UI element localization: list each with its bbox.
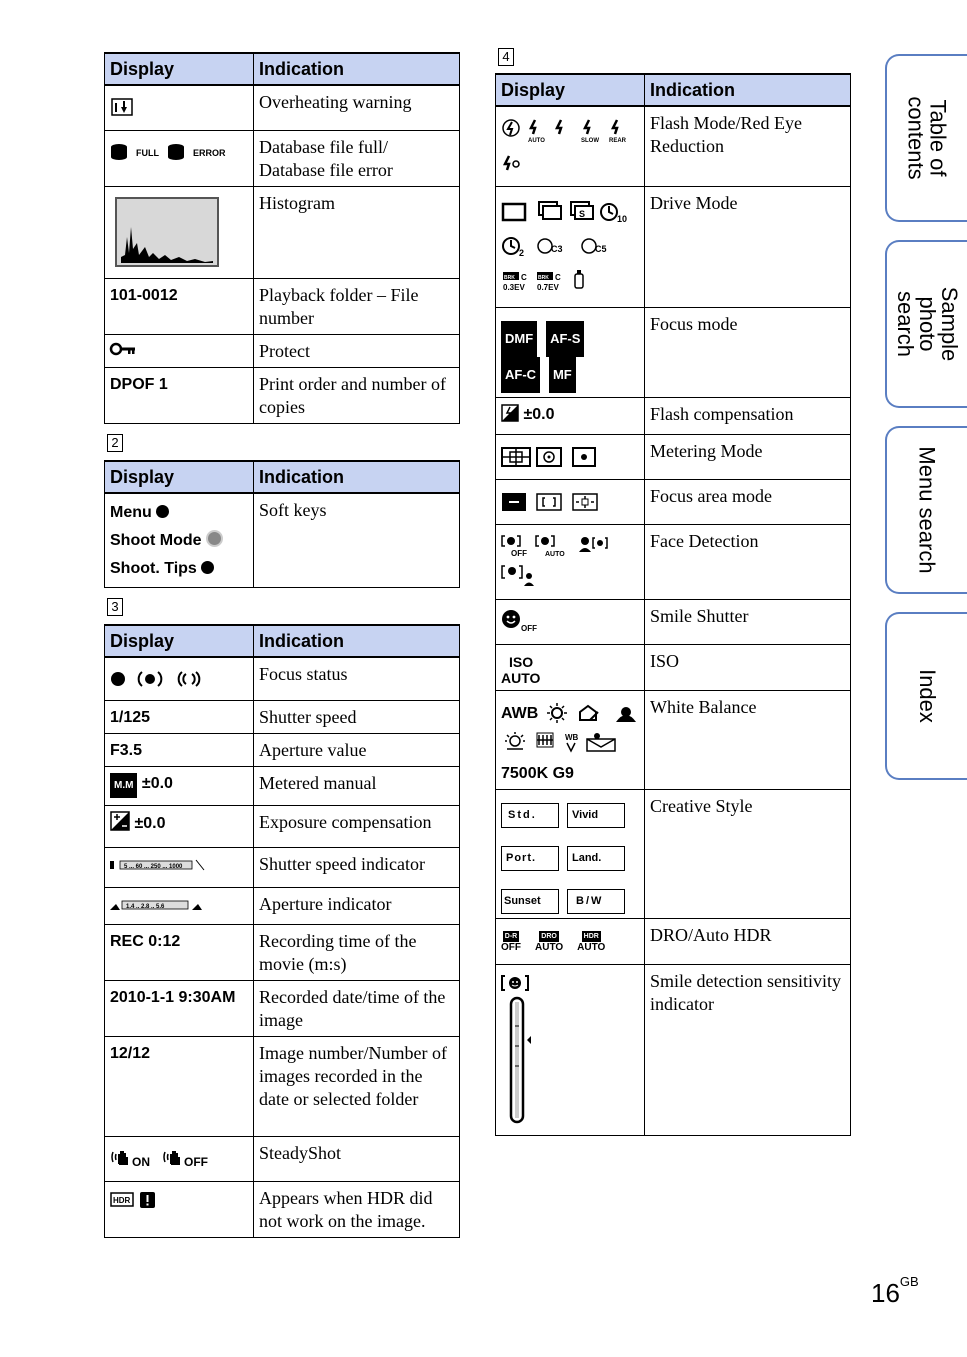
flash-comp-value: ±0.0	[523, 405, 555, 423]
date-time-value: 2010-1-1 9:30AM	[105, 981, 254, 1037]
row-indication: Metering Mode	[645, 434, 851, 479]
col-display: Display	[105, 461, 254, 493]
col-display: Display	[105, 625, 254, 657]
svg-text:10: 10	[617, 213, 628, 224]
row-indication: Shutter speed	[254, 701, 460, 734]
svg-text:AUTO: AUTO	[545, 550, 565, 558]
row-indication: Recording time of the movie (m:s)	[254, 925, 460, 981]
tab-menu-search[interactable]: Menu search	[885, 426, 967, 594]
image-number-value: 12/12	[105, 1037, 254, 1137]
metered-manual-value: ±0.0	[141, 775, 173, 792]
row-indication: Appears when HDR did not work on the image.	[254, 1182, 460, 1238]
softkey-menu: Menu	[110, 499, 248, 527]
row-indication: Print order and number of copies	[254, 367, 460, 423]
row-indication: Metered manual	[254, 767, 460, 806]
metering-icons	[501, 446, 601, 475]
steadyshot-icon: ON OFF	[110, 1148, 208, 1174]
svg-text:1.4 .. 2.8 .. 5.6: 1.4 .. 2.8 .. 5.6	[126, 904, 165, 910]
focus-status-icons	[110, 669, 200, 689]
database-icon: FULL ERROR	[110, 142, 226, 165]
row-indication: Overheating warning	[254, 85, 460, 130]
section-3-marker: 3	[107, 598, 123, 616]
row-indication: ISO	[645, 644, 851, 690]
row-indication: Playback folder – File number	[254, 278, 460, 334]
hdr-warning-icon	[110, 1191, 156, 1216]
overheat-icon	[110, 97, 134, 124]
row-indication: Focus status	[254, 657, 460, 701]
aperture-scale-icon	[110, 899, 206, 916]
flash-comp-icon	[501, 406, 519, 423]
exposure-comp-icon	[110, 815, 130, 832]
section-2-marker: 2	[107, 434, 123, 452]
exposure-comp-value: ±0.0	[134, 815, 166, 832]
svg-text:OFF: OFF	[511, 548, 527, 558]
white-balance-icons: AWB WB 7500K G9	[501, 702, 639, 785]
row-indication: Creative Style	[645, 789, 851, 918]
row-indication: Database file full/ Database file error	[254, 130, 460, 186]
creative-style-icons: Std. Vivid Port. Land. Sunset B/W	[501, 803, 639, 914]
table-3	[104, 624, 460, 1238]
svg-text:OFF: OFF	[521, 623, 537, 633]
row-indication: Flash compensation	[645, 397, 851, 434]
page-number: $16^{GB}$	[871, 1274, 919, 1308]
key-icon	[110, 343, 136, 360]
row-indication: Recorded date/time of the image	[254, 981, 460, 1037]
svg-text:HDR: HDR	[113, 1196, 131, 1205]
row-indication: Focus mode	[645, 307, 851, 397]
softkey-shoot-mode: Shoot Mode	[110, 527, 248, 555]
flash-mode-icons	[501, 118, 631, 179]
svg-text:C5: C5	[595, 243, 607, 254]
iso-auto-label: ISO AUTO	[501, 653, 541, 686]
softkey-shoot-tips: Shoot. Tips	[110, 555, 248, 583]
row-indication: Drive Mode	[645, 186, 851, 307]
row-indication: Soft keys	[254, 493, 460, 588]
col-indication: Indication	[254, 461, 460, 493]
svg-text:5 ... 60 ... 250 ... 1000: 5 ... 60 ... 250 ... 1000	[124, 864, 183, 870]
table-1	[104, 52, 460, 424]
tab-table-of-contents[interactable]: Table of contents	[885, 54, 967, 222]
col-display: Display	[496, 74, 645, 106]
smile-sensitivity-icon	[501, 974, 541, 1131]
row-indication: Flash Mode/Red Eye Reduction	[645, 106, 851, 186]
row-indication: SteadyShot	[254, 1137, 460, 1182]
row-indication: DRO/Auto HDR	[645, 918, 851, 964]
row-indication: Image number/Number of images recorded in the date or selected folder	[254, 1037, 460, 1137]
dpof-label: DPOF 1	[105, 367, 254, 423]
svg-text:WB: WB	[565, 732, 579, 742]
row-indication: Shutter speed indicator	[254, 848, 460, 888]
svg-text:C: C	[521, 272, 527, 282]
svg-text:AUTO: AUTO	[528, 138, 545, 144]
focus-mode-icons: DMF AF-S AF-C MF	[501, 321, 639, 393]
focus-area-icons	[501, 491, 601, 520]
rec-time-value: REC 0:12	[105, 925, 254, 981]
svg-text:BRK: BRK	[504, 274, 515, 281]
smile-shutter-icon	[501, 609, 545, 640]
svg-text:0.3EV: 0.3EV	[503, 282, 525, 292]
row-indication: Exposure compensation	[254, 806, 460, 848]
row-indication: Protect	[254, 334, 460, 367]
histogram-icon	[115, 197, 219, 274]
svg-text:SLOW: SLOW	[581, 138, 599, 144]
table-2	[104, 460, 460, 588]
row-indication: Aperture value	[254, 734, 460, 767]
aperture-value: F3.5	[105, 734, 254, 767]
table-4	[495, 73, 851, 1136]
row-indication: Face Detection	[645, 524, 851, 599]
svg-text:C: C	[555, 272, 561, 282]
dro-auto-hdr-icons: D-R OFF DRO AUTO HDR AUTO	[501, 932, 606, 953]
svg-text:0.7EV: 0.7EV	[537, 282, 559, 292]
row-indication: Aperture indicator	[254, 888, 460, 925]
shutter-speed-value: 1/125	[105, 701, 254, 734]
svg-text:BRK: BRK	[538, 274, 549, 281]
shutter-scale-icon	[110, 859, 206, 876]
row-indication: White Balance	[645, 690, 851, 789]
svg-text:S: S	[579, 208, 586, 219]
col-indication: Indication	[254, 625, 460, 657]
col-display: Display	[105, 53, 254, 85]
face-detection-icons	[501, 534, 631, 595]
tab-sample-photo-search[interactable]: Sample photo search	[885, 240, 967, 408]
svg-text:C3: C3	[551, 243, 563, 254]
row-indication: Smile Shutter	[645, 599, 851, 644]
section-4-marker: 4	[498, 48, 514, 66]
folder-file-number: 101-0012	[105, 278, 254, 334]
drive-mode-icons	[501, 200, 631, 303]
tab-index[interactable]: Index	[885, 612, 967, 780]
svg-text:2: 2	[519, 247, 525, 258]
row-indication: Focus area mode	[645, 479, 851, 524]
row-indication: Histogram	[254, 186, 460, 278]
svg-text:REAR: REAR	[609, 138, 627, 144]
row-indication: Smile detection sensitivity indicator	[645, 964, 851, 1135]
col-indication: Indication	[254, 53, 460, 85]
metered-manual-icon: M.M	[110, 773, 137, 798]
col-indication: Indication	[645, 74, 851, 106]
